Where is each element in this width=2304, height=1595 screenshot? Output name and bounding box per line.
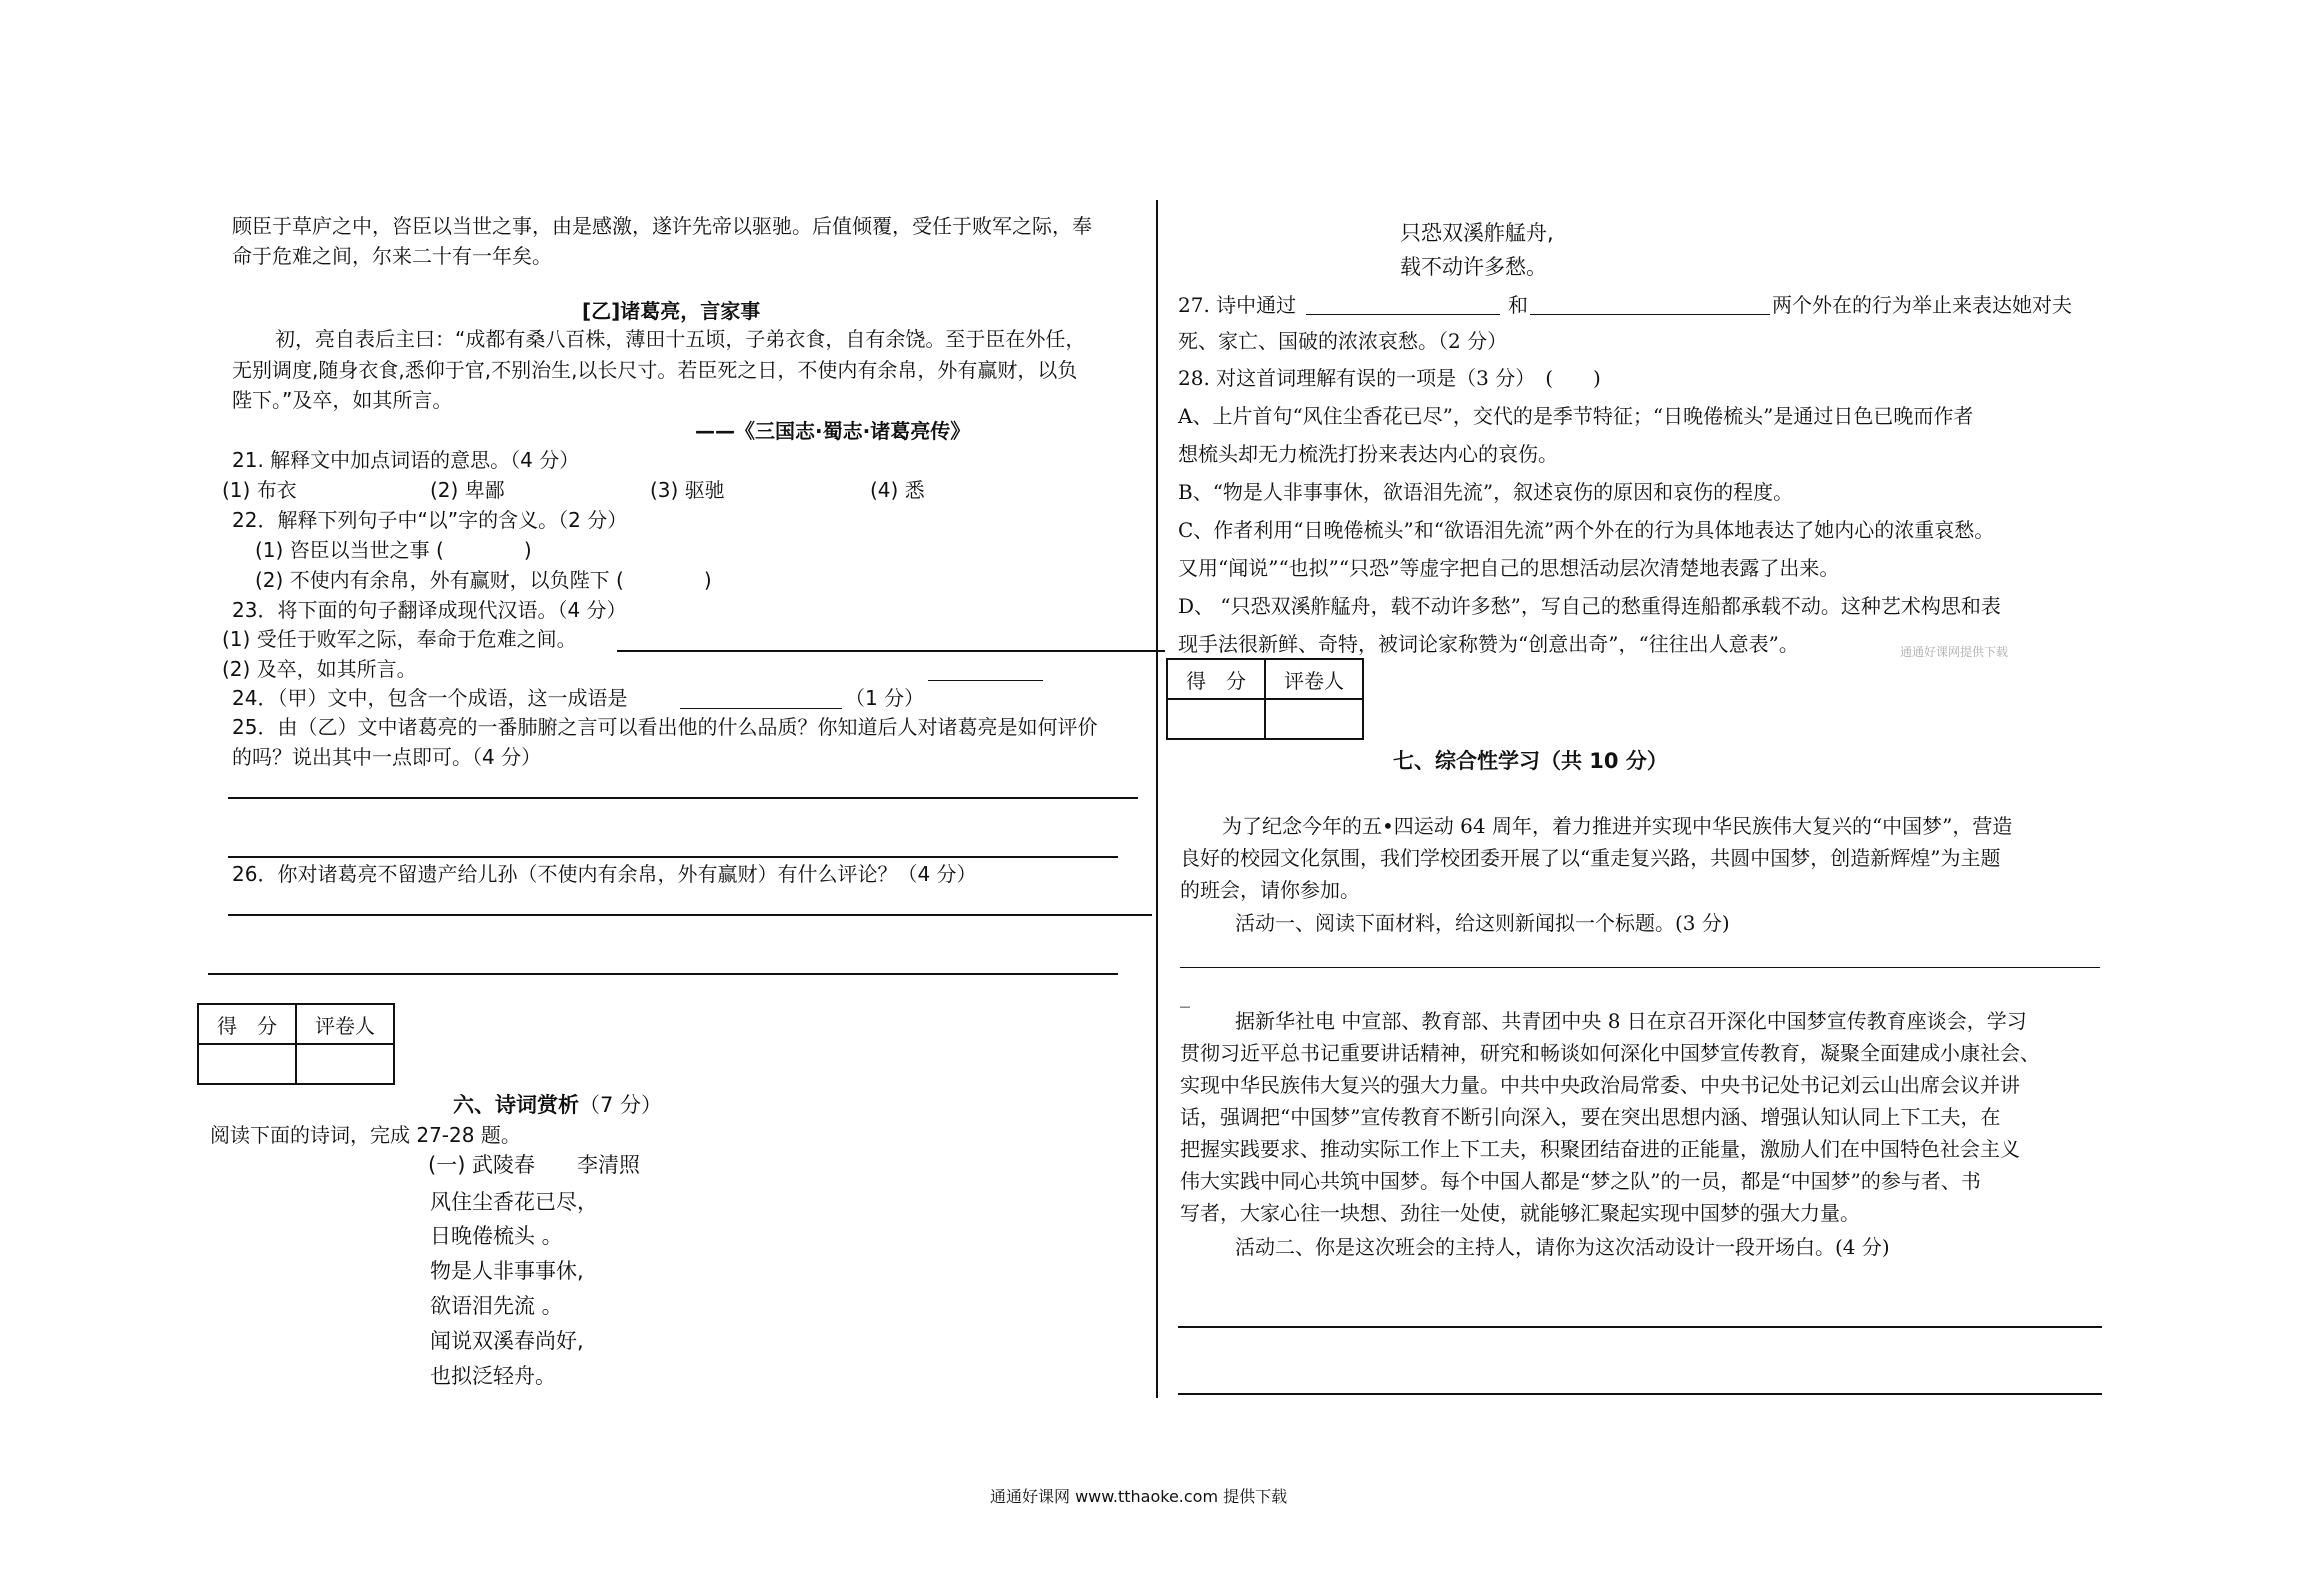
- question-24: 24．（甲）文中，包含一个成语，这一成语是: [232, 686, 628, 710]
- section-6-score: （7 分）: [579, 1093, 663, 1117]
- q28-option-line: A、上片首句“风住尘香花已尽”，交代的是季节特征；“日晚倦梳头”是通过日色已晚而作者: [1178, 404, 1974, 428]
- section-7-intro-line: 的班会，请你参加。: [1180, 878, 1360, 902]
- grader-header: 评卷人: [1265, 659, 1363, 699]
- q21-item: (1) 布衣: [222, 478, 297, 502]
- q23-item: (1) 受任于败军之际，奉命于危难之间。: [222, 627, 577, 651]
- yi-text-line: 陛下。”及卒，如其所言。: [232, 388, 453, 412]
- poem-line: 只恐双溪舴艋舟,: [1400, 221, 1554, 245]
- answer-blank[interactable]: [1530, 314, 1770, 315]
- section-7-intro-line: 良好的校园文化氛围，我们学校团委开展了以“重走复兴路，共圆中国梦，创造新辉煌”为主题: [1180, 846, 2001, 870]
- q28-option-line: D、 “只恐双溪舴艋舟，载不动许多愁”，写自己的愁重得连船都承载不动。这种艺术构思和表: [1178, 594, 2001, 618]
- poem-line: 风住尘香花已尽，: [430, 1190, 598, 1214]
- grader-cell[interactable]: [1265, 699, 1363, 739]
- score-cell[interactable]: [1167, 699, 1265, 739]
- q23-item: (2) 及卒，如其所言。: [222, 657, 417, 681]
- score-cell[interactable]: [198, 1044, 296, 1084]
- q22-item: (2) 不使内有余帛，外有赢财，以负陛下 ( ): [255, 568, 712, 592]
- intro-line: 顾臣于草庐之中，咨臣以当世之事，由是感激，遂许先帝以驱驰。后值倾覆，受任于败军之际，奉: [232, 214, 1092, 238]
- news-line: 把握实践要求、推动实际工作上下工夫，积聚团结奋进的正能量，激励人们在中国特色社会主义: [1180, 1137, 2020, 1161]
- q28-option-line: 想梳头却无力梳洗打扮来表达内心的哀伤。: [1178, 442, 1558, 466]
- news-line: 据新华社电 中宣部、教育部、共青团中央 8 日在京召开深化中国梦宣传教育座谈会，学习: [1235, 1009, 2027, 1033]
- question-27-start: 27. 诗中通过: [1178, 293, 1297, 317]
- activity-2: 活动二、你是这次班会的主持人，请你为这次活动设计一段开场白。(4 分): [1235, 1235, 1890, 1259]
- q28-option-line: 又用“闻说”“也拟”“只恐”等虚字把自己的思想活动层次清楚地表露了出来。: [1178, 556, 1840, 580]
- question-27-and: 和: [1508, 293, 1528, 317]
- question-26: 26．你对诸葛亮不留遗产给儿孙（不使内有余帛，外有赢财）有什么评论？（4 分）: [232, 862, 977, 886]
- faint-watermark-text: 通通好课网提供下载: [1900, 645, 2009, 659]
- column-divider: [1156, 200, 1158, 1398]
- grader-header: 评卷人: [296, 1004, 394, 1044]
- grader-cell[interactable]: [296, 1044, 394, 1084]
- section-7-intro-line: 为了纪念今年的五•四运动 64 周年，着力推进并实现中华民族伟大复兴的“中国梦”，营造: [1222, 814, 2013, 838]
- answer-line[interactable]: [1178, 1326, 2102, 1328]
- q24-score: （1 分）: [845, 686, 925, 710]
- poem-line: 物是人非事事休,: [430, 1259, 584, 1283]
- question-25-line: 的吗？说出其中一点即可。（4 分）: [232, 745, 542, 769]
- section-6-title-text: 六、诗词赏析: [453, 1093, 579, 1117]
- q22-item: (1) 咨臣以当世之事 ( ): [255, 538, 532, 562]
- answer-line[interactable]: [228, 914, 1152, 916]
- answer-blank[interactable]: [680, 708, 842, 709]
- score-table: [197, 1003, 395, 1085]
- question-23: 23．将下面的句子翻译成现代汉语。（4 分）: [232, 598, 627, 622]
- q21-item: (4) 悉: [870, 478, 925, 502]
- poem-line: 日晚倦梳头 。: [430, 1224, 563, 1248]
- news-line: 伟大实践中同心共筑中国梦。每个中国人都是“梦之队”的一员，都是“中国梦”的参与者、书: [1180, 1169, 1981, 1193]
- poem-line: 也拟泛轻舟。: [430, 1364, 556, 1388]
- intro-line: 命于危难之间，尔来二十有一年矣。: [232, 244, 552, 268]
- news-line: 话，强调把“中国梦”宣传教育不断引向深入，要在突出思想内涵、增强认知认同上下工夫，在: [1180, 1105, 2001, 1129]
- news-line: 贯彻习近平总书记重要讲话精神，研究和畅谈如何深化中国梦宣传教育，凝聚全面建成小康社会、: [1180, 1041, 2040, 1065]
- yi-text-line: 初，亮自表后主曰：“成都有桑八百株，薄田十五顷，子弟衣食，自有余饶。至于臣在外任，: [275, 327, 1086, 351]
- poem-line: 欲语泪先流 。: [430, 1294, 563, 1318]
- score-header: 得 分: [1167, 659, 1265, 699]
- question-27-end: 两个外在的行为举止来表达她对夫: [1772, 293, 2072, 317]
- answer-line[interactable]: [228, 797, 1138, 799]
- score-table: [1166, 658, 1364, 740]
- question-21: 21. 解释文中加点词语的意思。（4 分）: [232, 448, 580, 472]
- poem-line: 闻说双溪春尚好,: [430, 1329, 584, 1353]
- answer-line[interactable]: [1180, 967, 2100, 968]
- answer-line[interactable]: [928, 680, 1043, 681]
- news-line: 写者，大家心往一块想、劲往一处使，就能够汇聚起实现中国梦的强大力量。: [1180, 1201, 1860, 1225]
- question-28: 28. 对这首词理解有误的一项是（3 分） ( ): [1178, 366, 1601, 390]
- answer-line[interactable]: [208, 973, 1118, 975]
- answer-line[interactable]: [228, 856, 1118, 858]
- score-header: 得 分: [198, 1004, 296, 1044]
- section-7-title: 七、综合性学习（共 10 分）: [1393, 749, 1668, 773]
- yi-text-line: 无别调度,随身衣食,悉仰于官,不别治生,以长尺寸。若臣死之日，不使内有余帛，外有赢财，以负: [232, 358, 1078, 382]
- question-22: 22．解释下列句子中“以”字的含义。（2 分）: [232, 508, 628, 532]
- section-6-title: [453, 1092, 662, 1118]
- source-citation: ——《三国志·蜀志·诸葛亮传》: [695, 419, 971, 443]
- q21-item: (2) 卑鄙: [430, 478, 505, 502]
- answer-line[interactable]: [617, 650, 1165, 652]
- activity-1: 活动一、阅读下面材料，给这则新闻拟一个标题。(3 分): [1235, 911, 1730, 935]
- poem-title: (一) 武陵春 李清照: [428, 1153, 641, 1177]
- answer-line[interactable]: [1178, 1393, 2102, 1395]
- answer-blank[interactable]: [1306, 314, 1500, 315]
- q28-option-line: C、作者利用“日晚倦梳头”和“欲语泪先流”两个外在的行为具体地表达了她内心的浓重哀愁。: [1178, 518, 1995, 542]
- question-27-line2: 死、家亡、国破的浓浓哀愁。（2 分）: [1178, 329, 1508, 353]
- footer-credit: 通通好课网 www.tthaoke.com 提供下载: [990, 1487, 1288, 1506]
- section-6-instruction: 阅读下面的诗词，完成 27-28 题。: [210, 1123, 521, 1147]
- q21-item: (3) 驱驰: [650, 478, 725, 502]
- q28-option-line: B、“物是人非事事休，欲语泪先流”，叙述哀伤的原因和哀伤的程度。: [1178, 480, 1794, 504]
- yi-title: [乙]诸葛亮，言家事: [582, 299, 761, 323]
- q28-option-line: 现手法很新鲜、奇特，被词论家称赞为“创意出奇”，“往往出人意表”。: [1178, 632, 1799, 656]
- question-25-line: 25．由（乙）文中诸葛亮的一番肺腑之言可以看出他的什么品质？你知道后人对诸葛亮是如何评价: [232, 715, 1098, 739]
- poem-line: 载不动许多愁。: [1400, 255, 1547, 279]
- dash-mark: _: [1180, 984, 1190, 1008]
- news-line: 实现中华民族伟大复兴的强大力量。中共中央政治局常委、中央书记处书记刘云山出席会议并讲: [1180, 1073, 2020, 1097]
